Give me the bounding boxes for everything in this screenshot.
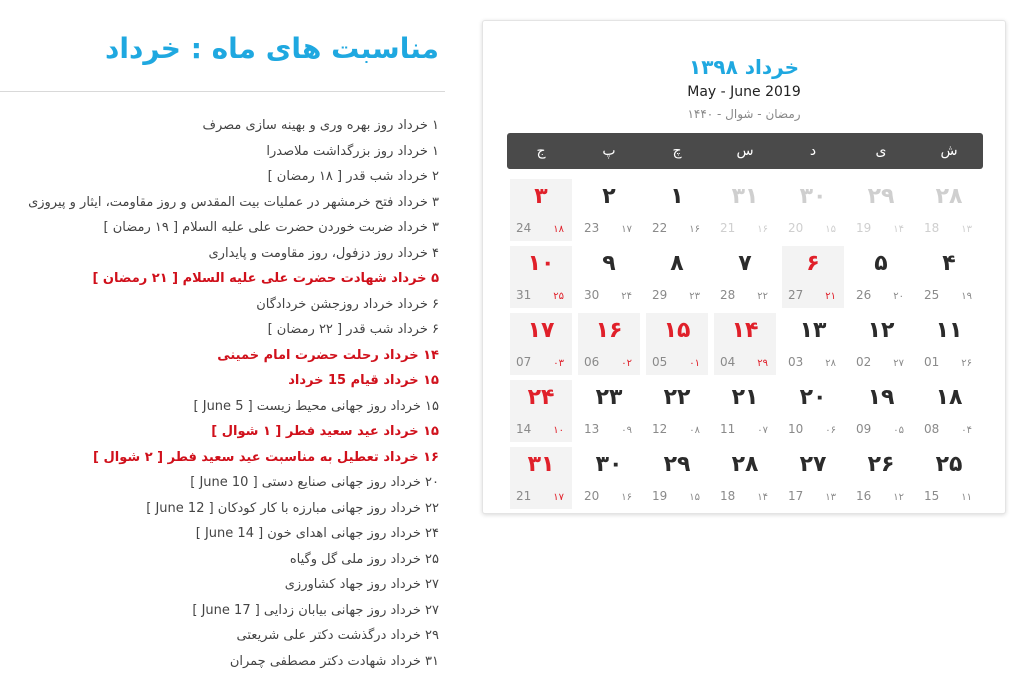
weekday-label: ش [940, 143, 958, 159]
persian-day-number: ۲۰ [799, 385, 827, 410]
gregorian-day-number: 18 [924, 221, 940, 235]
hijri-day-number: ۰۶ [825, 425, 836, 436]
hijri-day-number: ۱۹ [961, 291, 972, 302]
hijri-day-number: ۰۸ [689, 425, 700, 436]
persian-day-number: ۲۸ [935, 184, 963, 209]
gregorian-day-number: 19 [856, 221, 872, 235]
gregorian-day-number: 17 [788, 489, 804, 503]
hijri-day-number: ۱۰ [553, 425, 564, 436]
gregorian-day-number: 09 [856, 422, 872, 436]
gregorian-day-number: 02 [856, 355, 872, 369]
calendar-day[interactable] [646, 246, 708, 308]
persian-day-number: ۵ [874, 251, 888, 276]
gregorian-day-number: 24 [516, 221, 532, 235]
hijri-day-number: ۱۸ [553, 224, 564, 235]
calendar-day[interactable] [782, 313, 844, 375]
gregorian-day-number: 25 [924, 288, 940, 302]
gregorian-day-number: 07 [516, 355, 532, 369]
gregorian-day-number: 20 [584, 489, 600, 503]
hijri-day-number: ۱۶ [689, 224, 700, 235]
calendar-day[interactable] [918, 380, 980, 442]
calendar-day[interactable] [714, 246, 776, 308]
persian-day-number: ۲۲ [663, 385, 691, 410]
persian-day-number: ۱۱ [935, 318, 963, 343]
persian-day-number: ۲ [602, 184, 616, 209]
event-item: ۱۵ خرداد قیام 15 خرداد [288, 373, 439, 388]
persian-day-number: ۲۴ [527, 385, 555, 410]
event-item: ۳ خرداد فتح خرمشهر در عملیات بیت المقدس و روز مقاومت، ایثار و پیروزی [28, 194, 439, 210]
gregorian-day-number: 18 [720, 489, 736, 503]
event-item: ۱ خرداد روز بهره وری و بهینه سازی مصرف [202, 118, 439, 133]
calendar-day[interactable] [714, 447, 776, 509]
gregorian-day-number: 11 [720, 422, 736, 436]
gregorian-day-number: 22 [652, 221, 668, 235]
persian-day-number: ۱۴ [731, 318, 759, 343]
gregorian-day-number: 20 [788, 221, 804, 235]
hijri-day-number: ۱۱ [961, 492, 972, 503]
persian-day-number: ۳۱ [731, 184, 759, 209]
persian-day-number: ۸ [670, 251, 684, 276]
event-item: ۶ خرداد خرداد روزجشن خردادگان [256, 296, 439, 312]
hijri-day-number: ۱۳ [961, 224, 972, 235]
event-item: ۲۲ خرداد روز جهانی مبارزه با کار کودکان [ 12 June ] [146, 500, 439, 516]
calendar-day[interactable] [782, 179, 844, 241]
persian-day-number: ۲۹ [867, 184, 895, 209]
calendar-day[interactable] [714, 313, 776, 375]
persian-day-number: ۱۸ [935, 385, 963, 410]
gregorian-day-number: 23 [584, 221, 600, 235]
calendar-day[interactable] [850, 179, 912, 241]
weekday-header [507, 133, 983, 169]
gregorian-day-number: 15 [924, 489, 940, 503]
calendar-day[interactable] [850, 313, 912, 375]
persian-day-number: ۶ [806, 251, 820, 276]
hijri-day-number: ۱۵ [689, 492, 700, 503]
hijri-day-number: ۲۳ [689, 291, 700, 302]
event-item: ۵ خرداد شهادت حضرت علی علیه السلام [ ۲۱ رمضان ] [92, 271, 439, 286]
persian-day-number: ۲۸ [731, 452, 759, 477]
hijri-day-number: ۲۷ [893, 358, 904, 369]
hijri-day-number: ۲۰ [893, 291, 904, 302]
title-divider [0, 91, 445, 92]
gregorian-day-number: 05 [652, 355, 668, 369]
event-item: ۱۵ خرداد عید سعید فطر [ ۱ شوال ] [211, 424, 439, 439]
gregorian-day-number: 21 [516, 489, 532, 503]
hijri-day-number: ۲۶ [961, 358, 972, 369]
hijri-day-number: ۰۱ [689, 358, 700, 369]
hijri-day-number: ۰۹ [621, 425, 632, 436]
persian-day-number: ۳۰ [799, 184, 827, 209]
calendar-day[interactable] [782, 447, 844, 509]
gregorian-day-number: 30 [584, 288, 600, 302]
hijri-day-number: ۱۴ [893, 224, 904, 235]
weekday-label: ی [875, 143, 887, 159]
hijri-day-number: ۱۷ [621, 224, 632, 235]
event-item: ۳ خرداد ضربت خوردن حضرت علی علیه السلام [ ۱۹ رمضان ] [103, 220, 439, 235]
persian-day-number: ۱۲ [867, 318, 895, 343]
calendar-day[interactable] [918, 313, 980, 375]
weekday-label: د [809, 143, 817, 159]
persian-day-number: ۹ [602, 251, 616, 276]
calendar-day[interactable] [578, 179, 640, 241]
event-item: ۲۷ خرداد روز جهاد کشاورزی [284, 577, 439, 592]
gregorian-day-number: 14 [516, 422, 532, 436]
persian-day-number: ۱۷ [527, 318, 555, 343]
hijri-day-number: ۰۷ [757, 425, 768, 436]
persian-day-number: ۲۹ [663, 452, 691, 477]
calendar-day[interactable] [646, 313, 708, 375]
hijri-day-number: ۱۲ [893, 492, 904, 503]
gregorian-day-number: 04 [720, 355, 736, 369]
gregorian-day-number: 16 [856, 489, 872, 503]
hijri-day-number: ۲۹ [757, 358, 768, 369]
hijri-day-number: ۱۴ [757, 492, 768, 503]
event-item: ۴ خرداد روز دزفول، روز مقاومت و پایداری [208, 245, 439, 261]
gregorian-day-number: 13 [584, 422, 600, 436]
hijri-day-number: ۰۲ [621, 358, 632, 369]
event-item: ۱۵ خرداد روز جهانی محیط زیست [ 5 June ] [193, 398, 439, 414]
hijri-day-number: ۰۴ [961, 425, 972, 436]
calendar-day[interactable] [714, 380, 776, 442]
events-list [0, 113, 439, 674]
events-panel [0, 0, 445, 676]
weekday-label: چ [672, 143, 682, 159]
persian-day-number: ۴ [942, 251, 956, 276]
calendar-day[interactable] [510, 447, 572, 509]
events-title: مناسبت های ماه : خرداد [105, 32, 439, 65]
calendar-day[interactable] [646, 380, 708, 442]
calendar-card [482, 20, 1006, 514]
hijri-range: رمضان - شوال - ۱۴۴۰ [687, 107, 801, 121]
event-item: ۱۴ خرداد رحلت حضرت امام خمینی [217, 347, 439, 363]
calendar-day[interactable] [918, 179, 980, 241]
gregorian-day-number: 28 [720, 288, 736, 302]
calendar-day[interactable] [850, 246, 912, 308]
persian-day-number: ۲۱ [731, 385, 759, 410]
gregorian-day-number: 27 [788, 288, 804, 302]
event-item: ۲۰ خرداد روز جهانی صنایع دستی [ 10 June ] [190, 475, 439, 490]
weekday-label: ج [536, 143, 546, 159]
calendar-day[interactable] [782, 380, 844, 442]
hijri-day-number: ۲۸ [825, 358, 836, 369]
hijri-day-number: ۱۶ [621, 492, 632, 503]
event-item: ۳۱ خرداد شهادت دکتر مصطفی چمران [229, 653, 439, 669]
persian-day-number: ۱ [670, 184, 684, 209]
event-item: ۱۶ خرداد تعطیل به مناسبت عید سعید فطر [ ۲ شوال ] [93, 449, 439, 465]
calendar-day[interactable] [850, 447, 912, 509]
persian-day-number: ۱۶ [595, 318, 623, 343]
hijri-day-number: ۱۵ [825, 224, 836, 235]
event-item: ۱ خرداد روز بزرگداشت ملاصدرا [266, 143, 439, 159]
hijri-day-number: ۰۵ [893, 425, 904, 436]
calendar-day[interactable] [646, 447, 708, 509]
calendar-day[interactable] [918, 447, 980, 509]
gregorian-day-number: 06 [584, 355, 600, 369]
calendar-day[interactable] [578, 313, 640, 375]
event-item: ۶ خرداد شب قدر [ ۲۲ رمضان ] [267, 322, 439, 337]
gregorian-day-number: 21 [720, 221, 736, 235]
persian-day-number: ۳ [534, 184, 548, 209]
persian-day-number: ۷ [738, 251, 752, 276]
calendar-day[interactable] [510, 179, 572, 241]
persian-day-number: ۱۰ [527, 251, 555, 276]
calendar-day[interactable] [918, 246, 980, 308]
persian-day-number: ۲۶ [867, 452, 895, 477]
calendar-day[interactable] [578, 447, 640, 509]
hijri-day-number: ۲۲ [757, 291, 768, 302]
hijri-day-number: ۱۷ [553, 492, 564, 503]
gregorian-day-number: 03 [788, 355, 804, 369]
event-item: ۲ خرداد شب قدر [ ۱۸ رمضان ] [267, 169, 439, 184]
calendar-title: خرداد ۱۳۹۸ [688, 55, 800, 79]
event-item: ۲۷ خرداد روز جهانی بیابان زدایی [ 17 June ] [192, 602, 439, 618]
persian-day-number: ۱۹ [867, 385, 895, 410]
calendar-day[interactable] [578, 246, 640, 308]
persian-day-number: ۳۱ [527, 452, 555, 477]
persian-day-number: ۲۵ [935, 452, 963, 477]
weekday-label: پ [602, 143, 616, 159]
persian-day-number: ۳۰ [595, 452, 623, 477]
hijri-day-number: ۰۳ [553, 358, 564, 369]
weekday-label: س [736, 143, 754, 159]
event-item: ۲۵ خرداد روز ملی گل وگیاه [289, 551, 439, 567]
gregorian-range: May - June 2019 [687, 84, 801, 100]
hijri-day-number: ۲۴ [621, 291, 632, 302]
gregorian-day-number: 08 [924, 422, 940, 436]
hijri-day-number: ۲۱ [825, 291, 836, 302]
gregorian-day-number: 19 [652, 489, 668, 503]
calendar-day[interactable] [510, 313, 572, 375]
hijri-day-number: ۱۶ [757, 224, 768, 235]
calendar-day[interactable] [646, 179, 708, 241]
gregorian-day-number: 12 [652, 422, 668, 436]
calendar-day[interactable] [850, 380, 912, 442]
calendar-day[interactable] [714, 179, 776, 241]
event-item: ۲۹ خرداد درگذشت دکتر علی شریعتی [236, 628, 439, 643]
hijri-day-number: ۱۳ [825, 492, 836, 503]
hijri-day-number: ۲۵ [553, 291, 564, 302]
gregorian-day-number: 31 [516, 288, 532, 302]
persian-day-number: ۲۷ [799, 452, 827, 477]
calendar-day[interactable] [578, 380, 640, 442]
calendar-day[interactable] [510, 246, 572, 308]
persian-day-number: ۱۳ [799, 318, 827, 343]
gregorian-day-number: 29 [652, 288, 668, 302]
calendar-day[interactable] [782, 246, 844, 308]
persian-day-number: ۱۵ [663, 318, 691, 343]
event-item: ۲۴ خرداد روز جهانی اهدای خون [ 14 June ] [195, 526, 439, 541]
gregorian-day-number: 26 [856, 288, 872, 302]
calendar-day[interactable] [510, 380, 572, 442]
gregorian-day-number: 10 [788, 422, 804, 436]
gregorian-day-number: 01 [924, 355, 940, 369]
persian-day-number: ۲۳ [595, 385, 623, 410]
